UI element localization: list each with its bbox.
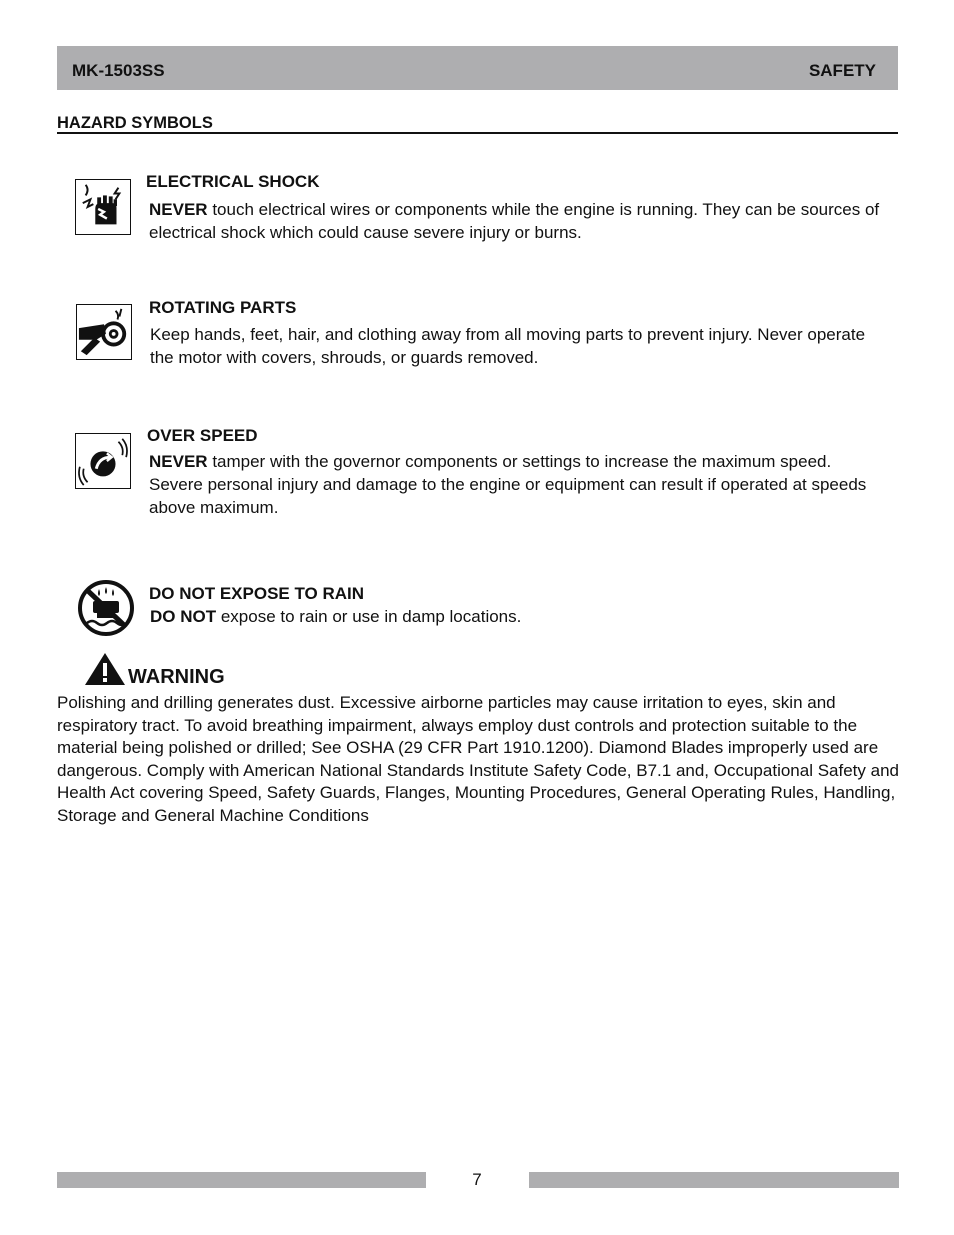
hazard-title: ROTATING PARTS: [149, 298, 297, 317]
section-name: SAFETY: [808, 61, 876, 80]
hazard-description: [149, 198, 889, 244]
hazard-text: Keep hands, feet, hair, and clothing away from all moving parts to prevent injury. Never operate the motor with covers, shrouds, or guards removed.: [150, 325, 866, 367]
warning-text: Polishing and drilling generates dust. Excessive airborne particles may cause irritation to eyes, skin and respiratory tract. To avoid breathing impairment, always employ dust controls and protection suitable to the material being polished or drilled; See OSHA (29 CFR Part 1910.1200). Diamond Blades improperly used are dangerous. Comply with American National Standards Institute Safety Code, B7.1 and, Occupational Safety and Health Act covering Speed, Safety Guards, Flanges, Mounting Procedures, General Operating Rules, Handling, Storage and General Machine Conditions: [57, 693, 899, 825]
model-number: MK-1503SS: [72, 61, 165, 80]
page-number: 7: [472, 1170, 482, 1189]
hazard-description: [149, 450, 889, 519]
section-divider: [57, 132, 898, 134]
warning-label: WARNING: [128, 666, 225, 688]
hazard-description: [150, 605, 890, 628]
warning-triangle-icon: [84, 652, 126, 686]
footer-bar-right: [529, 1172, 899, 1188]
hazard-lead: DO NOT: [150, 607, 217, 626]
hazard-title: DO NOT EXPOSE TO RAIN: [149, 584, 365, 603]
hazard-section-title: HAZARD SYMBOLS: [57, 114, 213, 132]
hazard-text: tamper with the governor components or settings to increase the maximum speed. Severe personal injury and damage to the engine or equipment can result if operated at speeds above maximum.: [149, 452, 867, 517]
hazard-lead: NEVER: [149, 452, 208, 471]
hazard-title: OVER SPEED: [147, 426, 258, 445]
page-header-bar: [57, 46, 898, 90]
hazard-text: touch electrical wires or components while the engine is running. They can be sources of electrical shock which could cause severe injury or burns.: [149, 200, 880, 242]
hazard-title: ELECTRICAL SHOCK: [146, 172, 320, 191]
over-speed-icon: [75, 433, 131, 489]
hazard-description: [150, 323, 890, 369]
electrical-shock-icon: [75, 179, 131, 235]
hazard-text: expose to rain or use in damp locations.: [220, 607, 522, 626]
rotating-parts-icon: [76, 304, 132, 360]
hazard-lead: NEVER: [149, 200, 208, 219]
no-rain-icon: [77, 579, 135, 637]
